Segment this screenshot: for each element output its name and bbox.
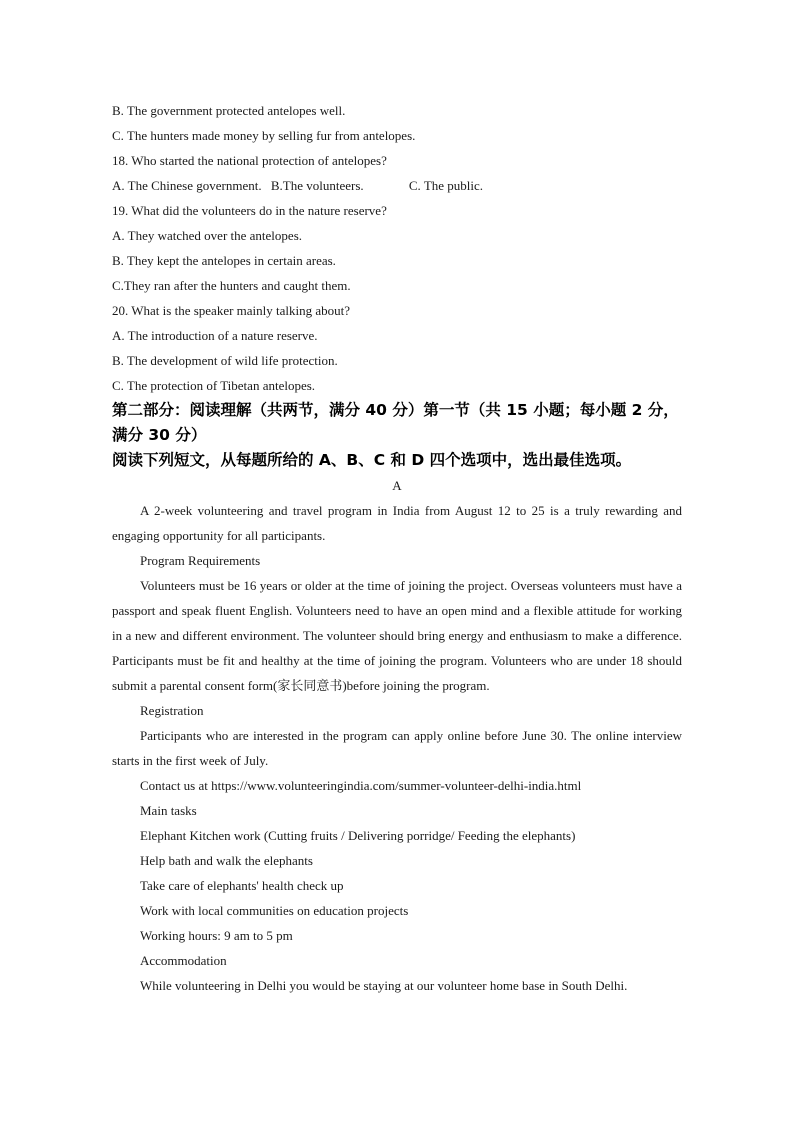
registration-text: Participants who are interested in the program can apply online before June 30. The online interview starts in the first week of July. xyxy=(112,728,682,768)
q20-option-b: B. The development of wild life protection. xyxy=(112,353,338,368)
part2-heading-line2: 满分 30 分） xyxy=(112,426,207,444)
q18-question: 18. Who started the national protection of antelopes? xyxy=(112,153,387,168)
requirements-title: Program Requirements xyxy=(140,553,261,568)
q17-option-b: B. The government protected antelopes well. xyxy=(112,103,346,118)
part2-instruction: 阅读下列短文，从每题所给的 A、B、C 和 D 四个选项中，选出最佳选项。 xyxy=(112,451,632,469)
working-hours: Working hours: 9 am to 5 pm xyxy=(140,928,293,943)
accommodation-text: While volunteering in Delhi you would be staying at our volunteer home base in South Delhi. xyxy=(140,978,628,993)
q18-option-a: A. The Chinese government. xyxy=(112,178,262,193)
q20-question: 20. What is the speaker mainly talking about? xyxy=(112,303,351,318)
q18-option-b: B.The volunteers. xyxy=(270,178,364,193)
tasks-title: Main tasks xyxy=(140,803,197,818)
passage-intro: A 2-week volunteering and travel program in India from August 12 to 25 is a truly rewarding and engaging opportunity for all participants. xyxy=(112,503,682,543)
requirements-text: Volunteers must be 16 years or older at the time of joining the project. Overseas volunteers must have a passport and speak fluent English. Volunteers need to have an open mind and a flexible attitude for working in a new and different environment. The volunteer should bring energy and enthusiasm to make a difference. Participants must be fit and healthy at the time of joining the program. Volunteers who are under 18 should submit a parental consent form(家长同意书)before joining the program. xyxy=(112,578,682,693)
part2-heading-line1: 第二部分：阅读理解（共两节，满分 40 分）第一节（共 15 小题；每小题 2 分， xyxy=(112,401,679,419)
q18-option-c: C. The public. xyxy=(408,178,484,193)
q19-option-a: A. They watched over the antelopes. xyxy=(112,228,302,243)
task-item: Help bath and walk the elephants xyxy=(140,853,313,868)
q18-options xyxy=(112,173,682,198)
passage-letter: A xyxy=(392,478,402,493)
task-item: Take care of elephants' health check up xyxy=(140,878,344,893)
task-item: Work with local communities on education projects xyxy=(140,903,409,918)
contact-line: Contact us at https://www.volunteeringindia.com/summer-volunteer-delhi-india.html xyxy=(140,778,582,793)
q19-option-b: B. They kept the antelopes in certain areas. xyxy=(112,253,336,268)
q20-option-a: A. The introduction of a nature reserve. xyxy=(112,328,318,343)
registration-title: Registration xyxy=(140,703,204,718)
q17-option-c: C. The hunters made money by selling fur from antelopes. xyxy=(112,128,416,143)
task-item: Elephant Kitchen work (Cutting fruits / Delivering porridge/ Feeding the elephants) xyxy=(140,828,576,843)
accommodation-title: Accommodation xyxy=(140,953,227,968)
q19-question: 19. What did the volunteers do in the nature reserve? xyxy=(112,203,387,218)
q19-option-c: C.They ran after the hunters and caught them. xyxy=(112,278,351,293)
exam-page xyxy=(112,98,682,998)
q20-option-c: C. The protection of Tibetan antelopes. xyxy=(112,378,316,393)
